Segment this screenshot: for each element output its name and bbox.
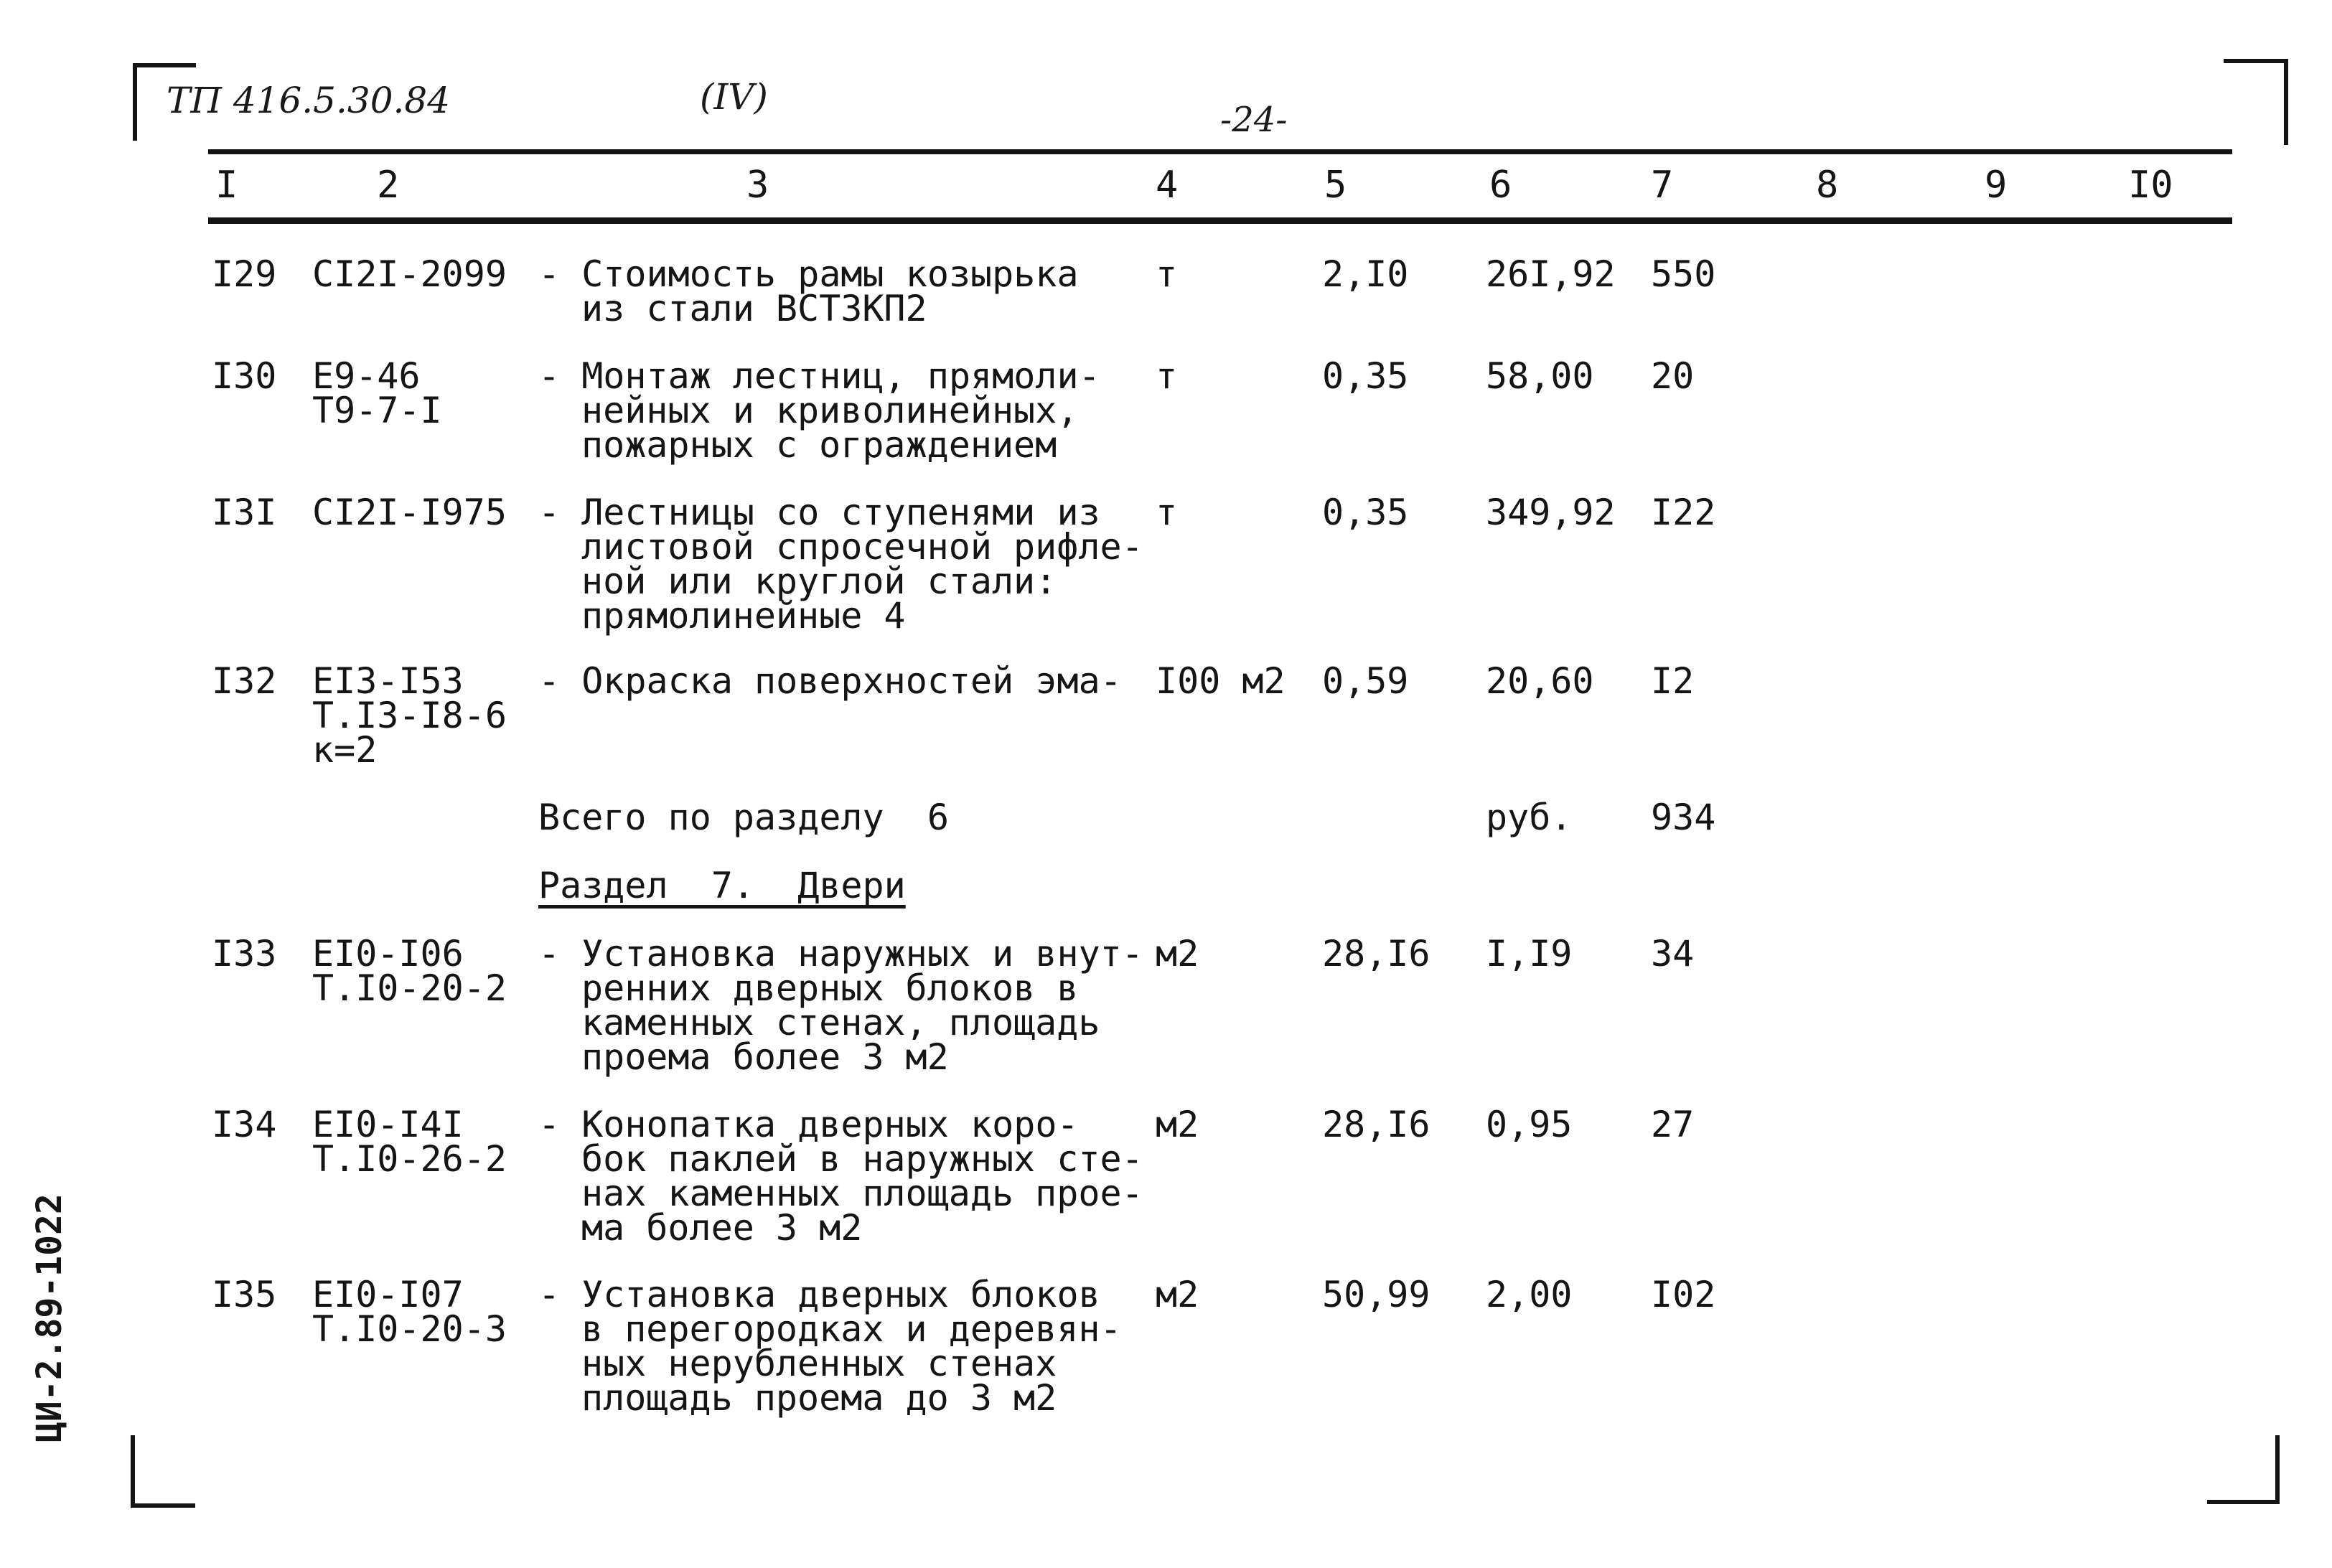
- row-code: CI2I-2099: [312, 253, 507, 295]
- column-header-2: 2: [377, 164, 400, 207]
- row-number: I34: [212, 1104, 277, 1145]
- row-unit: I00 м2: [1156, 660, 1286, 702]
- row-quantity: 0,35: [1322, 355, 1409, 397]
- side-code: ЦИ-2.89-1022: [29, 1193, 70, 1442]
- row-unit: т: [1156, 492, 1178, 533]
- row-price: I,I9: [1486, 933, 1573, 975]
- row-cost: I02: [1651, 1274, 1716, 1315]
- column-header-7: 7: [1651, 164, 1674, 207]
- row-code: CI2I-I975: [312, 492, 507, 533]
- row-code: EI0-I4I T.I0-26-2: [312, 1104, 507, 1180]
- row-number: I35: [212, 1274, 277, 1315]
- corner-mark-bottom-right-vertical: [2275, 1435, 2280, 1504]
- column-header-6: 6: [1489, 164, 1512, 207]
- corner-mark-bottom-left-vertical: [131, 1435, 135, 1508]
- row-quantity: 0,35: [1322, 492, 1409, 533]
- subtotal-value: 934: [1651, 797, 1716, 838]
- section-heading: Раздел 7. Двери: [538, 865, 906, 906]
- page-number: -24-: [1220, 100, 1288, 140]
- row-number: I3I: [212, 492, 277, 533]
- row-unit: м2: [1156, 1104, 1199, 1145]
- row-unit: т: [1156, 355, 1178, 397]
- column-header-4: 4: [1156, 164, 1179, 207]
- row-cost: 34: [1651, 933, 1695, 975]
- corner-mark-bottom-left: [131, 1503, 195, 1508]
- column-header-10: I0: [2128, 164, 2173, 207]
- row-quantity: 2,I0: [1322, 253, 1409, 295]
- row-description: - Лестницы со ступенями из листовой спросечной рифле- ной или круглой стали: прямолинейные 4: [538, 492, 1143, 637]
- row-description: - Конопатка дверных коро- бок паклей в наружных сте- нах каменных площадь прое- ма более 3 м2: [538, 1104, 1143, 1249]
- row-number: I33: [212, 933, 277, 975]
- row-unit: м2: [1156, 933, 1199, 975]
- corner-mark-top-right: [2224, 59, 2288, 63]
- row-unit: м2: [1156, 1274, 1199, 1315]
- row-unit: т: [1156, 253, 1178, 295]
- row-cost: I2: [1651, 660, 1695, 702]
- column-header-8: 8: [1816, 164, 1839, 207]
- row-price: 58,00: [1486, 355, 1594, 397]
- row-price: 0,95: [1486, 1104, 1573, 1145]
- row-quantity: 50,99: [1322, 1274, 1430, 1315]
- row-quantity: 0,59: [1322, 660, 1409, 702]
- row-price: 349,92: [1486, 492, 1616, 533]
- row-number: I30: [212, 355, 277, 397]
- row-description: - Стоимость рамы козырька из стали ВСТ3КП2: [538, 253, 1079, 329]
- header-rule-bottom: [208, 217, 2232, 224]
- column-header-1: I: [215, 164, 238, 207]
- corner-mark-top-left-vertical: [133, 63, 137, 141]
- row-description: - Монтаж лестниц, прямоли- нейных и криволинейных, пожарных с ограждением: [538, 355, 1100, 466]
- row-cost: 550: [1651, 253, 1716, 295]
- row-description: - Установка дверных блоков в перегородках и деревян- ных нерубленных стенах площадь проема до 3 м2: [538, 1274, 1122, 1419]
- row-number: I32: [212, 660, 277, 702]
- row-number: I29: [212, 253, 277, 295]
- row-description: - Окраска поверхностей эма-: [538, 660, 1122, 702]
- row-cost: 20: [1651, 355, 1695, 397]
- corner-mark-top-left: [133, 63, 196, 67]
- header-rule-top: [208, 149, 2232, 154]
- subtotal-unit: руб.: [1486, 797, 1573, 838]
- row-price: 20,60: [1486, 660, 1594, 702]
- row-cost: I22: [1651, 492, 1716, 533]
- corner-mark-top-right-vertical: [2284, 59, 2288, 145]
- row-quantity: 28,I6: [1322, 933, 1430, 975]
- row-quantity: 28,I6: [1322, 1104, 1430, 1145]
- row-description: - Установка наружных и внут- ренних дверных блоков в каменных стенах, площадь проема более 3 м2: [538, 933, 1143, 1078]
- row-code: EI0-I07 T.I0-20-3: [312, 1274, 507, 1350]
- row-code: E9-46 T9-7-I: [312, 355, 442, 431]
- corner-mark-bottom-right: [2207, 1500, 2279, 1504]
- column-header-5: 5: [1324, 164, 1347, 207]
- row-code: EI3-I53 T.I3-I8-6 к=2: [312, 660, 507, 771]
- column-header-9: 9: [1985, 164, 2008, 207]
- row-code: EI0-I06 T.I0-20-2: [312, 933, 507, 1009]
- column-header-3: 3: [746, 164, 769, 207]
- row-price: 26I,92: [1486, 253, 1616, 295]
- row-price: 2,00: [1486, 1274, 1573, 1315]
- subtotal-label: Всего по разделу 6: [538, 797, 949, 838]
- document-code: ТП 416.5.30.84: [167, 80, 451, 121]
- row-cost: 27: [1651, 1104, 1695, 1145]
- document-volume: (IV): [700, 76, 768, 118]
